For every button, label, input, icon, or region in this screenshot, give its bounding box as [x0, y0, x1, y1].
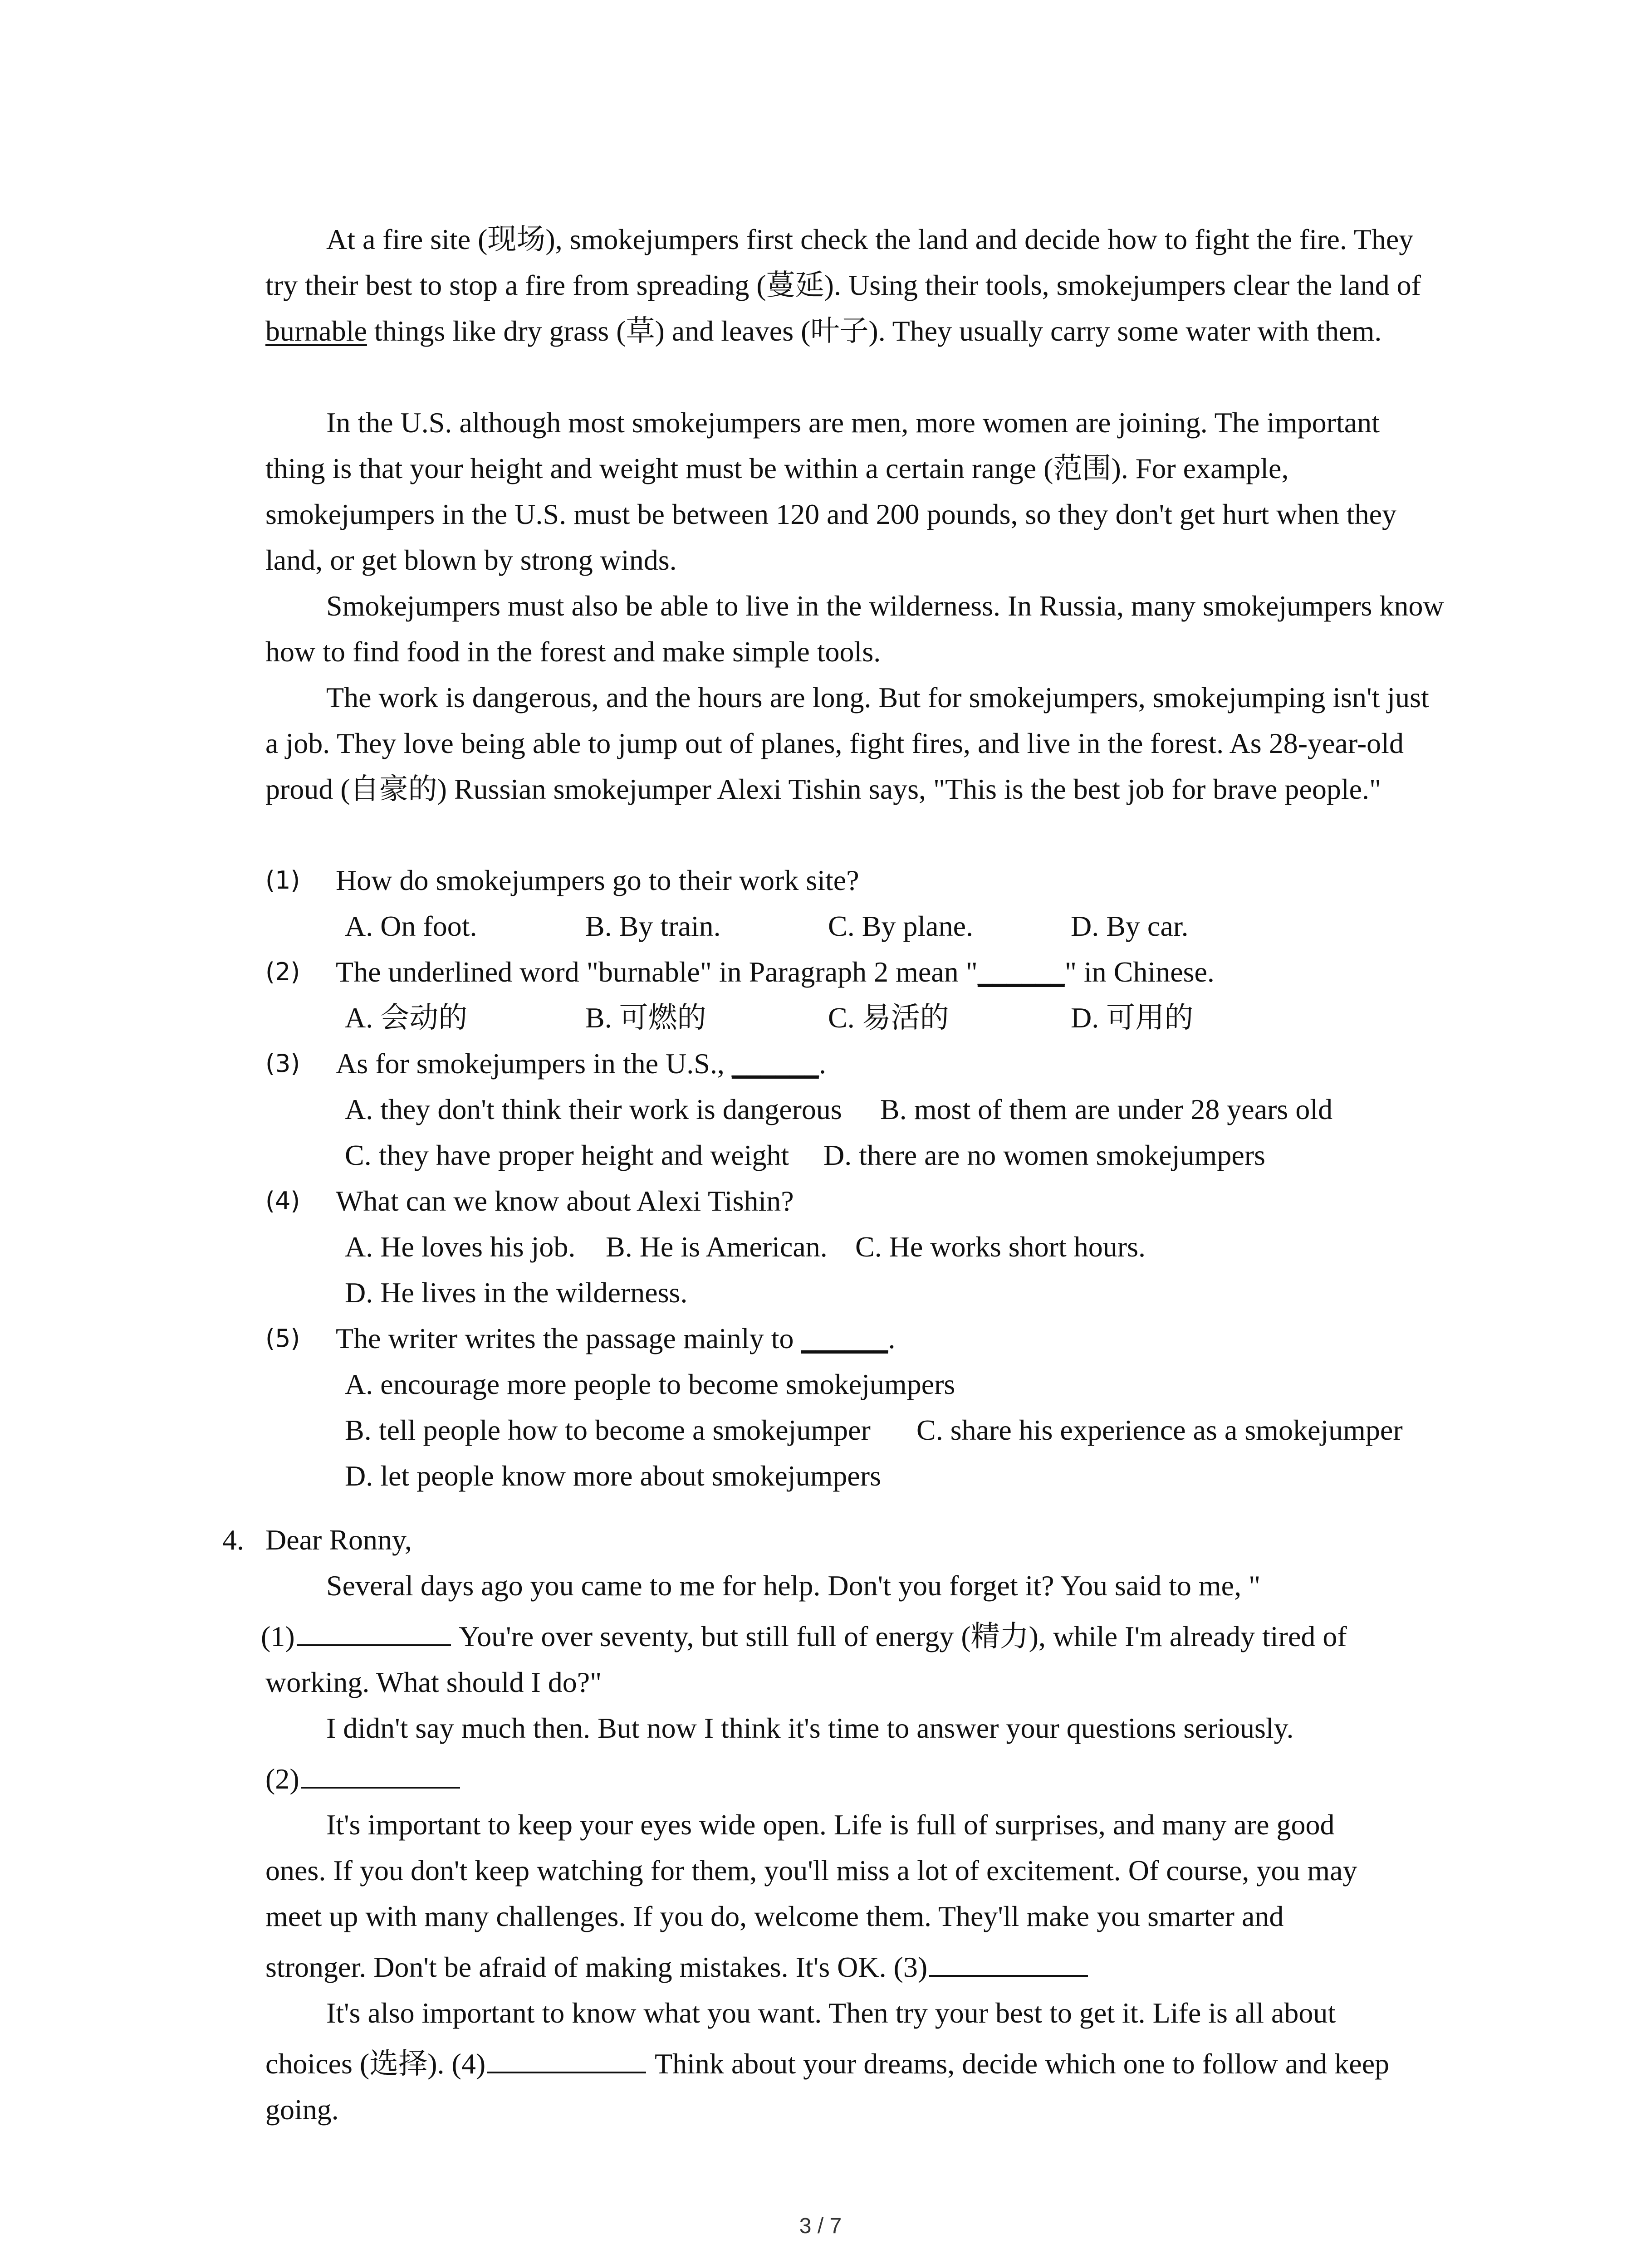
- letter-line-10: [265, 2041, 1389, 2087]
- letter-line-8: [265, 1944, 1090, 1990]
- letter-line-8-text: stronger. Don't be afraid of making mistakes. It's OK. (3): [265, 1951, 928, 1983]
- paragraph-1: [265, 216, 1445, 354]
- question-2-text-a: The underlined word "burnable" in Paragraph 2 mean ": [336, 956, 978, 988]
- blank-2-label: (2): [265, 1763, 299, 1795]
- letter-line-9: It's also important to know what you want. Then try your best to get it. Life is all about: [326, 1997, 1336, 2029]
- paragraph-1-text-b: things like dry grass (草) and leaves (叶子). They usually carry some water with them.: [367, 315, 1382, 347]
- paragraph-3: Smokejumpers must also be able to live in the wilderness. In Russia, many smokejumpers know how to find food in the forest and make simple tools.: [265, 590, 1444, 668]
- letter-line-2-text: You're over seventy, but still full of energy (精力), while I'm already tired of: [452, 1620, 1347, 1652]
- answer-blank: ______: [977, 956, 1065, 988]
- question-5-text: [336, 1315, 895, 1361]
- question-1-option-a: A. On foot.: [345, 910, 477, 942]
- question-5-option-d: D. let people know more about smokejumpers: [345, 1460, 881, 1492]
- answer-blank-4[interactable]: [487, 2043, 646, 2073]
- letter-line-10-text-b: Think about your dreams, decide which one to follow and keep: [648, 2048, 1390, 2080]
- question-3-text: [336, 1041, 826, 1086]
- question-3-option-c: C. they have proper height and weight: [345, 1139, 789, 1171]
- answer-blank: ______: [731, 1047, 819, 1080]
- letter-line-7: meet up with many challenges. If you do, welcome them. They'll make you smarter and: [265, 1900, 1284, 1932]
- underlined-word: burnable: [265, 315, 367, 347]
- letter-line-3: working. What should I do?": [265, 1666, 602, 1698]
- question-5-option-b: B. tell people how to become a smokejumper: [345, 1414, 871, 1446]
- paragraph-4: The work is dangerous, and the hours are long. But for smokejumpers, smokejumping isn't just a job. They love being able to jump out of planes, fight fires, and live in the forest. As 28-year-old proud (自豪的) Russian smokejumper Alexi Tishin says, "This is the best job for brave people.": [265, 681, 1429, 805]
- letter-line-5: It's important to keep your eyes wide open. Life is full of surprises, and many are good: [326, 1809, 1335, 1841]
- question-1-number: (1): [265, 866, 300, 894]
- question-5-text-b: .: [888, 1322, 896, 1354]
- question-2-text: [336, 949, 1215, 995]
- question-2-option-b: B. 可燃的: [585, 1002, 706, 1034]
- answer-blank-2[interactable]: [301, 1759, 460, 1789]
- letter-line-10-text-a: choices (选择). (4): [265, 2048, 486, 2080]
- paragraph-1-text-a: At a fire site (现场), smokejumpers first check the land and decide how to fight the fire. They try their best to stop a fire from spreading (蔓延). Using their tools, smokejumpers clear the land of: [265, 223, 1421, 301]
- blank-1-label: (1): [261, 1620, 295, 1652]
- question-2-text-b: " in Chinese.: [1064, 956, 1215, 988]
- question-5-option-a: A. encourage more people to become smokejumpers: [345, 1368, 955, 1400]
- question-3-option-b: B. most of them are under 28 years old: [880, 1093, 1333, 1125]
- section-number: 4.: [222, 1524, 244, 1556]
- answer-blank: ______: [801, 1322, 888, 1354]
- question-3-text-b: .: [818, 1047, 826, 1080]
- letter-line-blank-2: [265, 1756, 462, 1802]
- answer-blank-3[interactable]: [929, 1947, 1088, 1977]
- question-2-option-a: A. 会动的: [345, 1002, 468, 1034]
- question-1-option-b: B. By train.: [585, 910, 721, 942]
- question-2-number: (2): [265, 958, 300, 986]
- question-4-text: What can we know about Alexi Tishin?: [336, 1185, 794, 1217]
- letter-greeting: Dear Ronny,: [265, 1524, 412, 1556]
- question-3-number: (3): [265, 1049, 300, 1078]
- question-5-text-a: The writer writes the passage mainly to: [336, 1322, 801, 1354]
- letter-line-11: going.: [265, 2093, 339, 2126]
- question-5-number: (5): [265, 1324, 300, 1353]
- page-number: 3 / 7: [799, 2214, 842, 2238]
- question-4-option-a: A. He loves his job.: [345, 1231, 576, 1263]
- question-5-option-c: C. share his experience as a smokejumper: [916, 1414, 1403, 1446]
- letter-line-6: ones. If you don't keep watching for them, you'll miss a lot of excitement. Of course, you may: [265, 1854, 1357, 1887]
- question-3-option-d: D. there are no women smokejumpers: [823, 1139, 1265, 1171]
- question-4-option-d: D. He lives in the wilderness.: [345, 1276, 688, 1309]
- answer-blank-1[interactable]: [297, 1616, 451, 1646]
- paragraph-2: In the U.S. although most smokejumpers are men, more women are joining. The important thing is that your height and weight must be within a certain range (范围). For example, smokejumpers in the U.S. must be between 120 and 200 pounds, so they don't get hurt when they land, or get blown by strong winds.: [265, 406, 1396, 576]
- question-1-option-c: C. By plane.: [828, 910, 973, 942]
- question-3-option-a: A. they don't think their work is dangerous: [345, 1093, 842, 1125]
- question-2-option-c: C. 易活的: [828, 1002, 949, 1034]
- question-3-text-a: As for smokejumpers in the U.S.,: [336, 1047, 732, 1080]
- question-1-text: How do smokejumpers go to their work site?: [336, 864, 859, 896]
- letter-line-1: Several days ago you came to me for help. Don't you forget it? You said to me, ": [326, 1569, 1261, 1602]
- letter-line-4: I didn't say much then. But now I think it's time to answer your questions seriously.: [326, 1712, 1294, 1744]
- question-2-option-d: D. 可用的: [1071, 1002, 1194, 1034]
- question-1-option-d: D. By car.: [1071, 910, 1189, 942]
- question-4-option-b: B. He is American.: [606, 1231, 828, 1263]
- question-4-option-c: C. He works short hours.: [855, 1231, 1146, 1263]
- question-4-number: (4): [265, 1187, 300, 1215]
- letter-line-2: [261, 1613, 1347, 1659]
